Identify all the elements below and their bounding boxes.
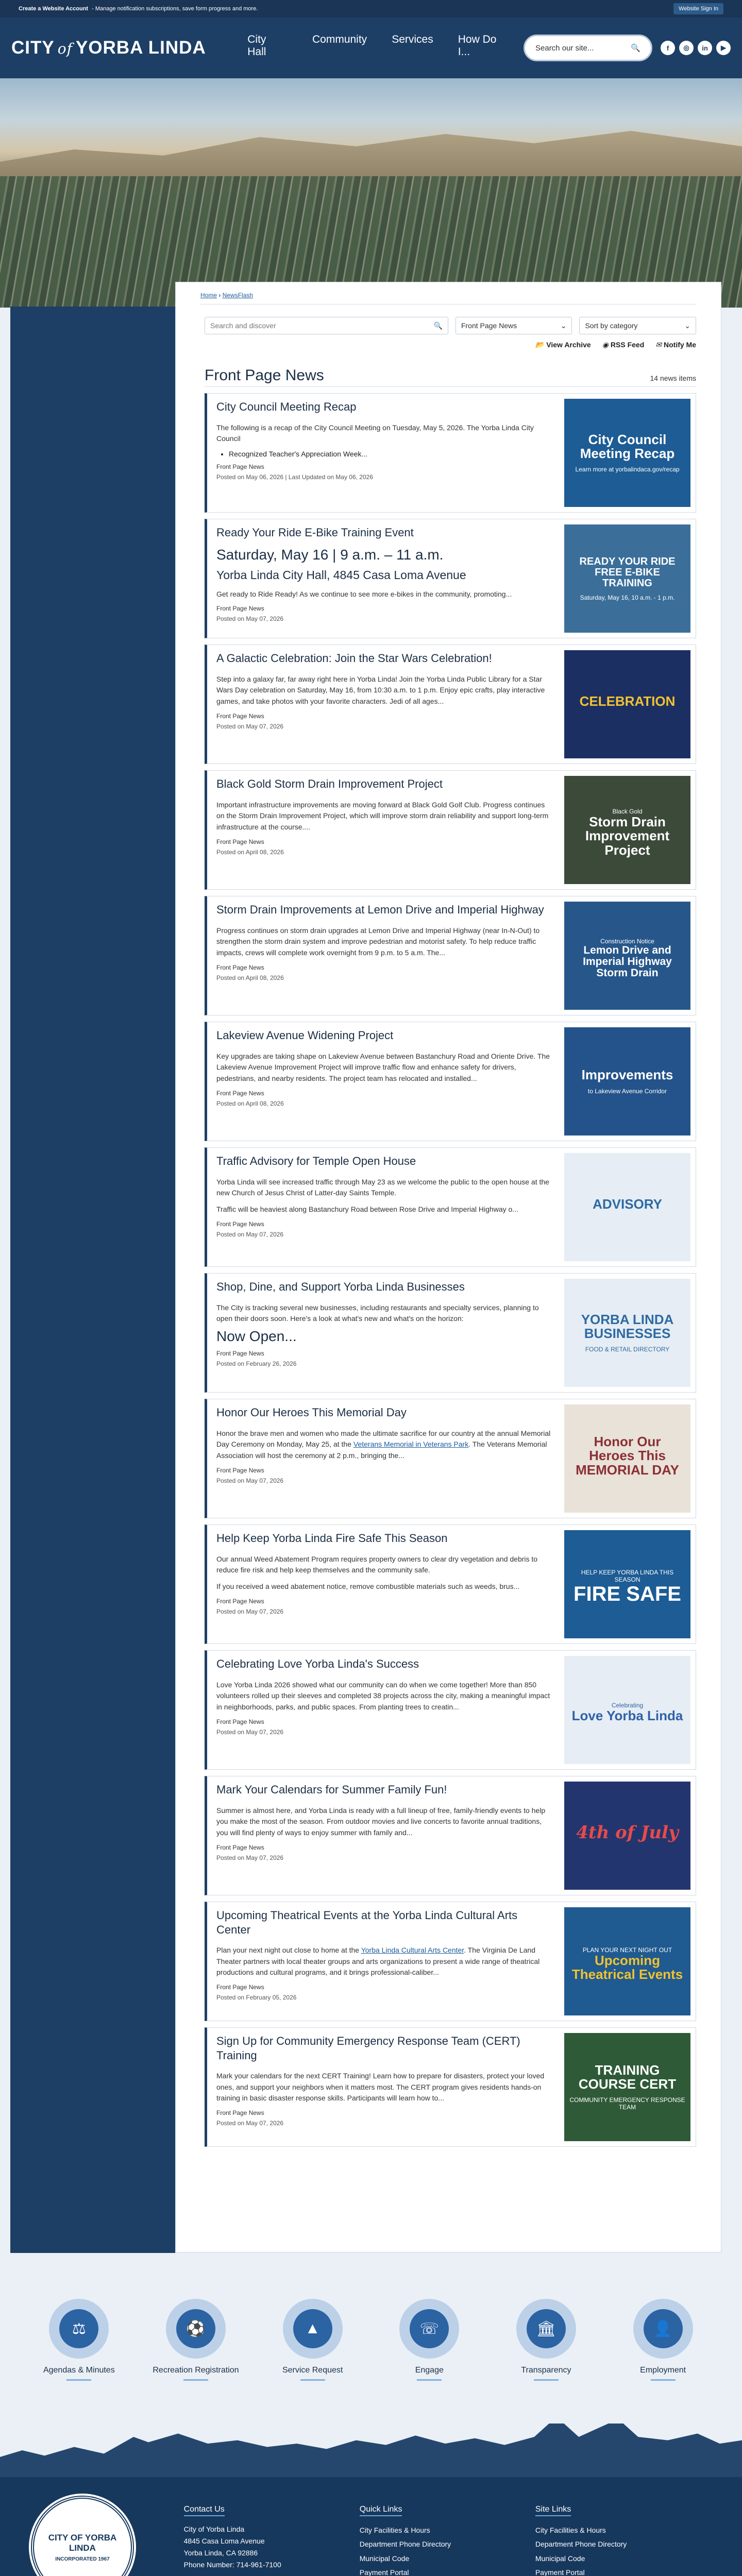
- news-date: Posted on May 06, 2026 | Last Updated on May 06, 2026: [216, 473, 373, 481]
- news-category: Front Page News: [216, 463, 264, 470]
- quick-link-label: Engage: [415, 2366, 444, 2375]
- news-subhead: Saturday, May 16 | 9 a.m. – 11 a.m.: [216, 546, 444, 563]
- news-item: [205, 1273, 696, 1393]
- breadcrumb: [200, 292, 696, 304]
- news-category: Front Page News: [216, 1718, 264, 1725]
- quick-link-underline: [651, 2379, 676, 2381]
- quick-link-underline: [300, 2379, 325, 2381]
- nav-community[interactable]: Community: [312, 33, 367, 45]
- news-text: [216, 1428, 554, 1462]
- hero-banner-image: [0, 78, 742, 308]
- news-text-part: Honor the brave men and women who made the ultimate sacrifice for our country at the annual Memorial Day Ceremony on Monday, May 25, at the: [216, 1429, 551, 1449]
- quick-link-label: Transparency: [521, 2366, 571, 2375]
- news-date: Posted on May 07, 2026: [216, 1607, 284, 1615]
- footer-site-link[interactable]: Payment Portal: [535, 2568, 585, 2576]
- quick-link-underline: [534, 2379, 559, 2381]
- view-archive-label: View Archive: [546, 341, 591, 349]
- news-category: Front Page News: [216, 1220, 264, 1228]
- quick-link-label: Service Request: [282, 2366, 343, 2375]
- quick-link-service-request[interactable]: [269, 2299, 357, 2402]
- thumbnail-title: Lemon Drive and Imperial Highway Storm Drain: [583, 944, 672, 979]
- news-thumbnail[interactable]: [564, 1907, 690, 2015]
- news-thumbnail[interactable]: [564, 1279, 690, 1387]
- news-thumbnail[interactable]: [564, 524, 690, 633]
- thumbnail-sub: Black Gold: [612, 808, 643, 816]
- side-panel: [10, 307, 175, 2253]
- news-date: Posted on February 26, 2026: [216, 1360, 297, 1368]
- quick-link-circle: [166, 2299, 226, 2359]
- news-category: Front Page News: [216, 1597, 264, 1605]
- thumbnail-sub: Construction Notice: [600, 937, 654, 945]
- news-thumbnail[interactable]: [564, 1027, 690, 1136]
- news-date: Posted on April 08, 2026: [216, 848, 284, 856]
- thumbnail-title: YORBA LINDA BUSINESSES: [581, 1311, 674, 1341]
- news-item: [205, 1022, 696, 1141]
- quick-link-recreation[interactable]: [152, 2299, 240, 2402]
- news-date: Posted on May 07, 2026: [216, 2120, 284, 2127]
- news-text-secondary: If you received a weed abatement notice, remove combustible materials such as weeds, brus...: [216, 1582, 520, 1590]
- sign-in-button[interactable]: Website Sign In: [673, 3, 723, 14]
- news-count: 14 news items: [650, 374, 696, 382]
- news-category: Front Page News: [216, 1466, 264, 1474]
- thumbnail-sub: Saturday, May 16, 10 a.m. - 1 p.m.: [580, 594, 675, 601]
- seal-title: CITY OF YORBA LINDA: [48, 2532, 117, 2553]
- footer-quick-link[interactable]: Payment Portal: [359, 2568, 409, 2576]
- person-icon: 👤: [644, 2309, 683, 2348]
- footer-quick-link[interactable]: City Facilities & Hours: [359, 2526, 430, 2534]
- news-filters: [205, 317, 696, 334]
- archive-icon: 📂: [535, 341, 545, 349]
- quick-link-underline: [183, 2379, 208, 2381]
- cultural-arts-center-link[interactable]: Yorba Linda Cultural Arts Center: [361, 1946, 464, 1954]
- news-item: [205, 896, 696, 1015]
- rss-icon: ◉: [602, 341, 609, 349]
- news-text: Summer is almost here, and Yorba Linda is ready with a full lineup of free, family-friendly events to help you make the most of the season. From outdoor movies and live concerts to favorite annual traditions, you will find plenty of ways to enjoy summer with family and...: [216, 1806, 546, 1837]
- main-area: [0, 282, 742, 2268]
- footer-contact-line: City of Yorba Linda: [183, 2525, 245, 2533]
- thumbnail-title: CELEBRATION: [579, 693, 676, 709]
- nav-how-do-i[interactable]: How Do I...: [458, 33, 497, 58]
- thumbnail-title: ADVISORY: [593, 1196, 662, 1212]
- thumbnail-sub: Celebrating: [611, 1702, 644, 1709]
- thumbnail-title: Love Yorba Linda: [571, 1708, 683, 1724]
- city-seal: [31, 2496, 134, 2576]
- footer-quick-link[interactable]: Municipal Code: [359, 2554, 410, 2563]
- news-thumbnail[interactable]: [564, 650, 690, 758]
- news-text: Key upgrades are taking shape on Lakeview Avenue between Bastanchury Road and Oriente Drive. The Lakeview Avenue Improvement Project will improve traffic flow and enhance safety for drivers, pedestrians, and nearby residents. The project team has relocated and installed...: [216, 1052, 550, 1082]
- chat-phone-icon: ☏: [410, 2309, 449, 2348]
- news-title[interactable]: Celebrating Love Yorba Linda's Success: [216, 1657, 419, 1670]
- news-title[interactable]: Mark Your Calendars for Summer Family Fun!: [216, 1783, 447, 1796]
- breadcrumb-current[interactable]: NewsFlash: [222, 292, 254, 299]
- news-text: Get ready to Ride Ready! As we continue to see more e-bikes in the community, promoting...: [216, 589, 512, 598]
- nav-services[interactable]: Services: [392, 33, 433, 45]
- news-actions: [200, 341, 696, 349]
- news-date: Posted on May 07, 2026: [216, 1477, 284, 1484]
- news-item: [205, 1650, 696, 1770]
- footer-site-link[interactable]: Municipal Code: [535, 2554, 585, 2563]
- news-item: [205, 393, 696, 513]
- news-category: Front Page News: [216, 1843, 264, 1851]
- footer-contact-line: Phone Number: 714-961-7100: [183, 2561, 281, 2569]
- news-title[interactable]: Traffic Advisory for Temple Open House: [216, 1155, 416, 1167]
- footer-skyline: [0, 2402, 742, 2477]
- news-category: Front Page News: [216, 712, 264, 720]
- quick-link-circle: [399, 2299, 459, 2359]
- news-text-part: . The Virginia De Land Theater partners with local theater groups and arts organizations to present a wide range of theatrical productions and cultural programs, and it brings professional-caliber...: [216, 1946, 540, 1977]
- soccer-ball-icon: ⚽: [176, 2309, 215, 2348]
- footer-contact-title: Contact Us: [184, 2505, 225, 2516]
- thumbnail-sub: HELP KEEP YORBA LINDA THIS SEASON: [581, 1569, 674, 1583]
- news-item: [205, 1399, 696, 1518]
- news-title[interactable]: Ready Your Ride E-Bike Training Event: [216, 526, 414, 539]
- news-text: Progress continues on storm drain upgrades at Lemon Drive and Imperial Highway (near In-N-Out) to strengthen the storm drain system and improve pedestrian and motorist safety. To help reduce traffic impacts, crews will complete work overnight from 9 p.m. to 5 a.m. The...: [216, 926, 540, 957]
- news-thumbnail[interactable]: [564, 776, 690, 884]
- city-logo[interactable]: [11, 38, 214, 58]
- discover-placeholder: Search and discover: [210, 321, 276, 330]
- view-archive-link[interactable]: [535, 341, 591, 349]
- youtube-icon[interactable]: ▶: [716, 41, 731, 55]
- notify-me-link[interactable]: [655, 341, 696, 349]
- instagram-icon[interactable]: ◎: [679, 41, 694, 55]
- announce-bar: [0, 0, 742, 18]
- quick-link-underline: [417, 2379, 442, 2381]
- facebook-icon[interactable]: f: [661, 41, 675, 55]
- site-footer: [0, 2477, 742, 2576]
- news-title[interactable]: Lakeview Avenue Widening Project: [216, 1029, 394, 1042]
- quick-link-label: Employment: [640, 2366, 686, 2375]
- thumbnail-sub: PLAN YOUR NEXT NIGHT OUT: [582, 1946, 672, 1954]
- thumbnail-title: Upcoming Theatrical Events: [571, 1952, 683, 1982]
- news-category: Front Page News: [216, 2109, 264, 2117]
- chevron-down-icon: ⌄: [560, 321, 567, 330]
- building-icon: 🏛: [527, 2309, 566, 2348]
- header-search-area: [524, 35, 731, 61]
- thumbnail-title: Improvements: [581, 1067, 673, 1083]
- news-item: [205, 770, 696, 890]
- news-item: [205, 1902, 696, 2021]
- skyline-silhouette: [0, 2410, 742, 2477]
- footer-contact: [184, 2496, 360, 2576]
- thumbnail-title: 4th of July: [576, 1822, 679, 1843]
- news-text: Love Yorba Linda 2026 showed what our community can do when we come together! More than 850 volunteers rolled up their sleeves and completed 38 projects across the city, making a meaningful impact in neighborhoods, parks, and public spaces. From planting trees to creatin...: [216, 1680, 550, 1711]
- news-subhead: Now Open...: [216, 1328, 297, 1344]
- news-text: The following is a recap of the City Council Meeting on Tuesday, May 5, 2026. The Yorba Linda City Council: [216, 423, 534, 443]
- thumbnail-title: Honor Our Heroes This MEMORIAL DAY: [576, 1434, 679, 1478]
- rss-feed-label: RSS Feed: [610, 341, 645, 349]
- news-thumbnail[interactable]: [564, 902, 690, 1010]
- news-date: Posted on May 07, 2026: [216, 1230, 284, 1238]
- news-date: Posted on May 07, 2026: [216, 1854, 284, 1861]
- footer-contact-line: Yorba Linda, CA 92886: [183, 2549, 258, 2557]
- quick-link-label: Recreation Registration: [153, 2366, 239, 2375]
- news-item: [205, 1776, 696, 1895]
- news-date: Posted on May 07, 2026: [216, 615, 284, 623]
- news-text: Step into a galaxy far, far away right here in Yorba Linda! Join the Yorba Linda Public Library for a Star Wars Day celebration on Saturday, May 16, from 10:30 a.m. to 1 p.m. Enjoy epic crafts, play interactive games, and take photos with your favorite characters. Jedi of all ages...: [216, 674, 545, 705]
- thumbnail-sub: to Lakeview Avenue Corridor: [587, 1087, 667, 1095]
- category-select[interactable]: [456, 317, 572, 334]
- page-title: Front Page News: [205, 367, 324, 384]
- search-icon[interactable]: 🔍: [433, 321, 443, 330]
- news-text-part: Plan your next night out close to home at the: [216, 1946, 361, 1954]
- veterans-memorial-link[interactable]: Veterans Memorial in Veterans Park: [353, 1440, 469, 1449]
- category-select-value: Front Page News: [461, 321, 517, 330]
- logo-city: CITY: [11, 38, 55, 58]
- site-header: [0, 18, 742, 78]
- main-nav: [235, 33, 524, 63]
- news-date: Posted on April 08, 2026: [216, 974, 284, 981]
- news-category: Front Page News: [216, 1984, 264, 1991]
- thumbnail-sub: Learn more at yorbalindaca.gov/recap: [575, 466, 680, 473]
- news-title[interactable]: Upcoming Theatrical Events at the Yorba Linda Cultural Arts Center: [216, 1909, 518, 1936]
- footer-site-link[interactable]: City Facilities & Hours: [535, 2526, 606, 2534]
- envelope-icon: ✉: [655, 341, 662, 349]
- thumbnail-title: Storm Drain Improvement Project: [585, 814, 670, 858]
- news-title[interactable]: City Council Meeting Recap: [216, 400, 357, 413]
- news-text: Important infrastructure improvements are moving forward at Black Gold Golf Club. Progress continues on the Storm Drain Improvement Project, which will improve storm drain reliability and support long-term infrastructure at the course....: [216, 800, 549, 831]
- footer-quick-links: [360, 2496, 535, 2576]
- news-title[interactable]: Storm Drain Improvements at Lemon Drive and Imperial Highway: [216, 903, 544, 916]
- quick-link-circle: [49, 2299, 109, 2359]
- create-account-link[interactable]: Create a Website Account: [19, 6, 89, 12]
- news-category: Front Page News: [216, 838, 264, 845]
- search-icon[interactable]: 🔍: [631, 44, 640, 53]
- news-text: Our annual Weed Abatement Program requires property owners to clear dry vegetation and debris to reduce fire risk and help keep themselves and the community safe.: [216, 1554, 538, 1574]
- news-thumbnail[interactable]: [564, 2033, 690, 2141]
- site-search-input[interactable]: [524, 35, 652, 61]
- news-thumbnail[interactable]: [564, 1530, 690, 1638]
- chevron-down-icon: ⌄: [684, 321, 690, 330]
- news-title[interactable]: Honor Our Heroes This Memorial Day: [216, 1406, 407, 1419]
- news-text: Mark your calendars for the next CERT Training! Learn how to prepare for disasters, protect your loved ones, and support your neighbors when it matters most. The CERT program gives residents hands-on training in basic disaster response skills. Participants will learn how to...: [216, 2072, 545, 2103]
- quick-link-circle: [516, 2299, 576, 2359]
- sort-select-value: Sort by category: [585, 321, 638, 330]
- social-links: [661, 41, 731, 55]
- thumbnail-title: READY YOUR RIDE FREE E-BIKE TRAINING: [579, 555, 676, 589]
- footer-quick-link[interactable]: Department Phone Directory: [359, 2540, 451, 2549]
- news-category: Front Page News: [216, 1350, 264, 1358]
- footer-site-links-title: Site Links: [535, 2505, 571, 2516]
- breadcrumb-home[interactable]: Home: [200, 292, 217, 299]
- news-text-part: . The Veterans Memorial Association will host the ceremony at 2 p.m., bringing the...: [216, 1440, 547, 1460]
- announce-message[interactable]: [19, 6, 258, 12]
- news-thumbnail[interactable]: [564, 1404, 690, 1513]
- news-category: Front Page News: [216, 963, 264, 971]
- quick-link-circle: [283, 2299, 343, 2359]
- news-text: Yorba Linda will see increased traffic through May 23 as we welcome the public to the open house at the new Church of Jesus Christ of Latter-day Saints Temple.: [216, 1177, 549, 1197]
- sort-select[interactable]: [579, 317, 696, 334]
- news-section-header: [205, 367, 696, 387]
- quick-link-engage[interactable]: [385, 2299, 473, 2402]
- footer-quick-links-title: Quick Links: [360, 2505, 402, 2516]
- quick-link-agendas[interactable]: [35, 2299, 123, 2402]
- news-bullet: • Recognized Teacher's Appreciation Week...: [229, 450, 554, 458]
- discover-search-input[interactable]: [205, 317, 448, 334]
- thumbnail-title: City Council Meeting Recap: [580, 431, 675, 461]
- seal-subtitle: INCORPORATED 1967: [55, 2556, 110, 2562]
- news-title[interactable]: Sign Up for Community Emergency Response Team (CERT) Training: [216, 2035, 520, 2062]
- news-title[interactable]: Help Keep Yorba Linda Fire Safe This Season: [216, 1532, 448, 1545]
- footer-site-link[interactable]: Department Phone Directory: [535, 2540, 627, 2549]
- news-thumbnail[interactable]: [564, 399, 690, 507]
- traffic-cone-icon: ▲: [293, 2309, 332, 2348]
- quick-link-underline: [66, 2379, 91, 2381]
- logo-of: of: [57, 40, 73, 57]
- quick-link-label: Agendas & Minutes: [43, 2366, 115, 2375]
- footer-seal-column: [31, 2496, 184, 2576]
- news-item: [205, 1147, 696, 1267]
- quick-link-transparency[interactable]: [502, 2299, 590, 2402]
- quick-links-bar: [0, 2268, 742, 2402]
- thumbnail-title: TRAINING COURSE CERT: [578, 2062, 677, 2092]
- news-thumbnail[interactable]: [564, 1153, 690, 1261]
- news-date: Posted on February 05, 2026: [216, 1994, 297, 2002]
- linkedin-icon[interactable]: in: [698, 41, 712, 55]
- news-category: Front Page News: [216, 1089, 264, 1097]
- quick-link-employment[interactable]: [619, 2299, 707, 2402]
- news-title[interactable]: Shop, Dine, and Support Yorba Linda Businesses: [216, 1280, 465, 1293]
- news-date: Posted on May 07, 2026: [216, 1728, 284, 1736]
- nav-city-hall[interactable]: City Hall: [247, 33, 266, 58]
- news-category: Front Page News: [216, 605, 264, 613]
- thumbnail-sub: FOOD & RETAIL DIRECTORY: [585, 1346, 670, 1353]
- news-item: [205, 645, 696, 764]
- news-title[interactable]: Black Gold Storm Drain Improvement Project: [216, 777, 443, 790]
- news-text-secondary: Traffic will be heaviest along Bastanchury Road between Rose Drive and Imperial Highway o...: [216, 1205, 518, 1213]
- news-title[interactable]: A Galactic Celebration: Join the Star Wars Celebration!: [216, 652, 492, 665]
- notify-me-label: Notify Me: [664, 341, 696, 349]
- news-item: [205, 2027, 696, 2147]
- quick-link-circle: [633, 2299, 693, 2359]
- footer-site-links: [535, 2496, 711, 2576]
- thumbnail-title: FIRE SAFE: [574, 1583, 681, 1605]
- breadcrumb-separator: ›: [217, 292, 223, 299]
- content-panel: [175, 282, 721, 2252]
- logo-name: YORBA LINDA: [75, 38, 206, 58]
- news-subhead-location: Yorba Linda City Hall, 4845 Casa Loma Avenue: [216, 568, 466, 582]
- news-item: [205, 519, 696, 638]
- footer-contact-line: 4845 Casa Loma Avenue: [183, 2537, 265, 2546]
- news-text: [216, 1945, 554, 1978]
- news-item: [205, 1524, 696, 1644]
- news-date: Posted on May 07, 2026: [216, 722, 284, 730]
- site-search-placeholder: Search our site...: [535, 43, 594, 53]
- rss-feed-link[interactable]: [602, 341, 645, 349]
- gavel-icon: ⚖: [59, 2309, 98, 2348]
- news-thumbnail[interactable]: [564, 1782, 690, 1890]
- thumbnail-sub: COMMUNITY EMERGENCY RESPONSE TEAM: [569, 2096, 685, 2111]
- announce-text: - Manage notification subscriptions, save form progress and more.: [92, 6, 258, 12]
- news-date: Posted on April 08, 2026: [216, 1099, 284, 1107]
- news-text: The City is tracking several new businesses, including restaurants and specialty services, planning to open their doors soon. Here's a look at what's new and what's on the horizon:: [216, 1303, 539, 1323]
- news-thumbnail[interactable]: [564, 1656, 690, 1764]
